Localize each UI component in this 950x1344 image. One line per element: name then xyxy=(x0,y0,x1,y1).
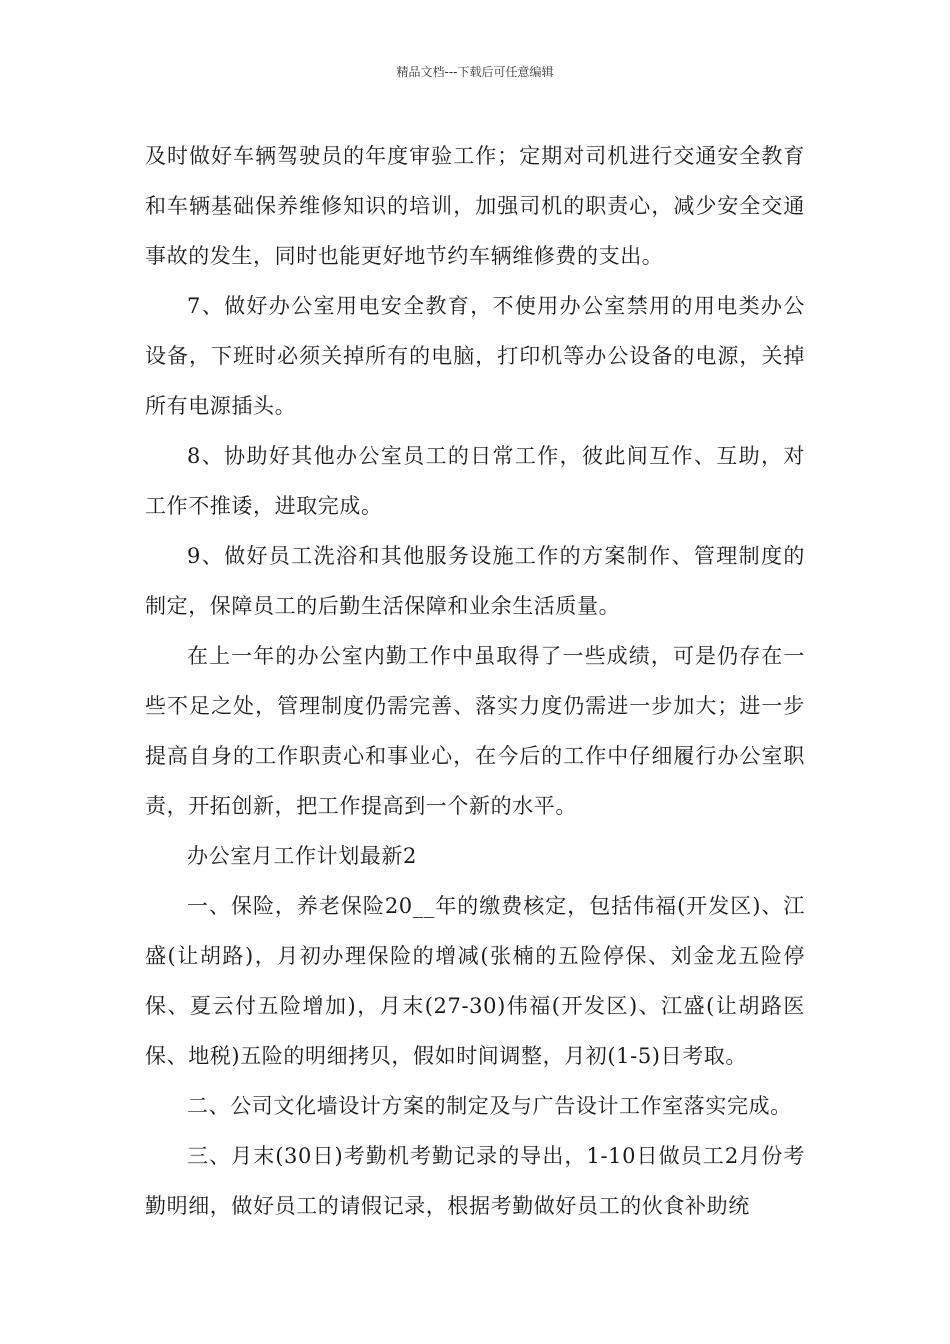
paragraph-item-8: 8、协助好其他办公室员工的日常工作，彼此间互作、互助，对工作不推诿，进取完成。 xyxy=(145,444,805,518)
paragraph-culture-wall: 二、公司文化墙设计方案的制定及与广告设计工作室落实完成。 xyxy=(187,1094,792,1118)
document-body xyxy=(145,131,805,1231)
paragraph-attendance: 三、月末(30日)考勤机考勤记录的导出，1-10日做员工2月份考勤明细，做好员工的请假记录，根据考勤做好员工的伙食补助统 xyxy=(145,1144,805,1218)
paragraph-vehicle-inspection: 及时做好车辆驾驶员的年度审验工作；定期对司机进行交通安全教育和车辆基础保养维修知识的培训，加强司机的职责心，减少安全交通事故的发生，同时也能更好地节约车辆维修费的支出。 xyxy=(145,144,805,268)
paragraph-item-7: 7、做好办公室用电安全教育，不使用办公室禁用的用电类办公设备，下班时必须关掉所有的电脑，打印机等办公设备的电源，关掉所有电源插头。 xyxy=(145,294,805,418)
paragraph-summary: 在上一年的办公室内勤工作中虽取得了一些成绩，可是仍存在一些不足之处，管理制度仍需完善、落实力度仍需进一步加大；进一步提高自身的工作职责心和事业心，在今后的工作中仔细履行办公室职责，开拓创新，把工作提高到一个新的水平。 xyxy=(145,644,805,818)
section-heading-plan-2: 办公室月工作计划最新2 xyxy=(187,844,417,868)
page-header: 精品文档---下载后可任意编辑 xyxy=(396,65,554,79)
paragraph-item-9: 9、做好员工洗浴和其他服务设施工作的方案制作、管理制度的制定，保障员工的后勤生活保障和业余生活质量。 xyxy=(145,544,805,618)
paragraph-insurance: 一、保险，养老保险20__年的缴费核定，包括伟福(开发区)、江盛(让胡路)，月初办理保险的增减(张楠的五险停保、刘金龙五险停保、夏云付五险增加)，月末(27-30)伟福(开发区)、江盛(让胡路医保、地税)五险的明细拷贝，假如时间调整，月初(1-5)日考取。 xyxy=(145,894,805,1068)
